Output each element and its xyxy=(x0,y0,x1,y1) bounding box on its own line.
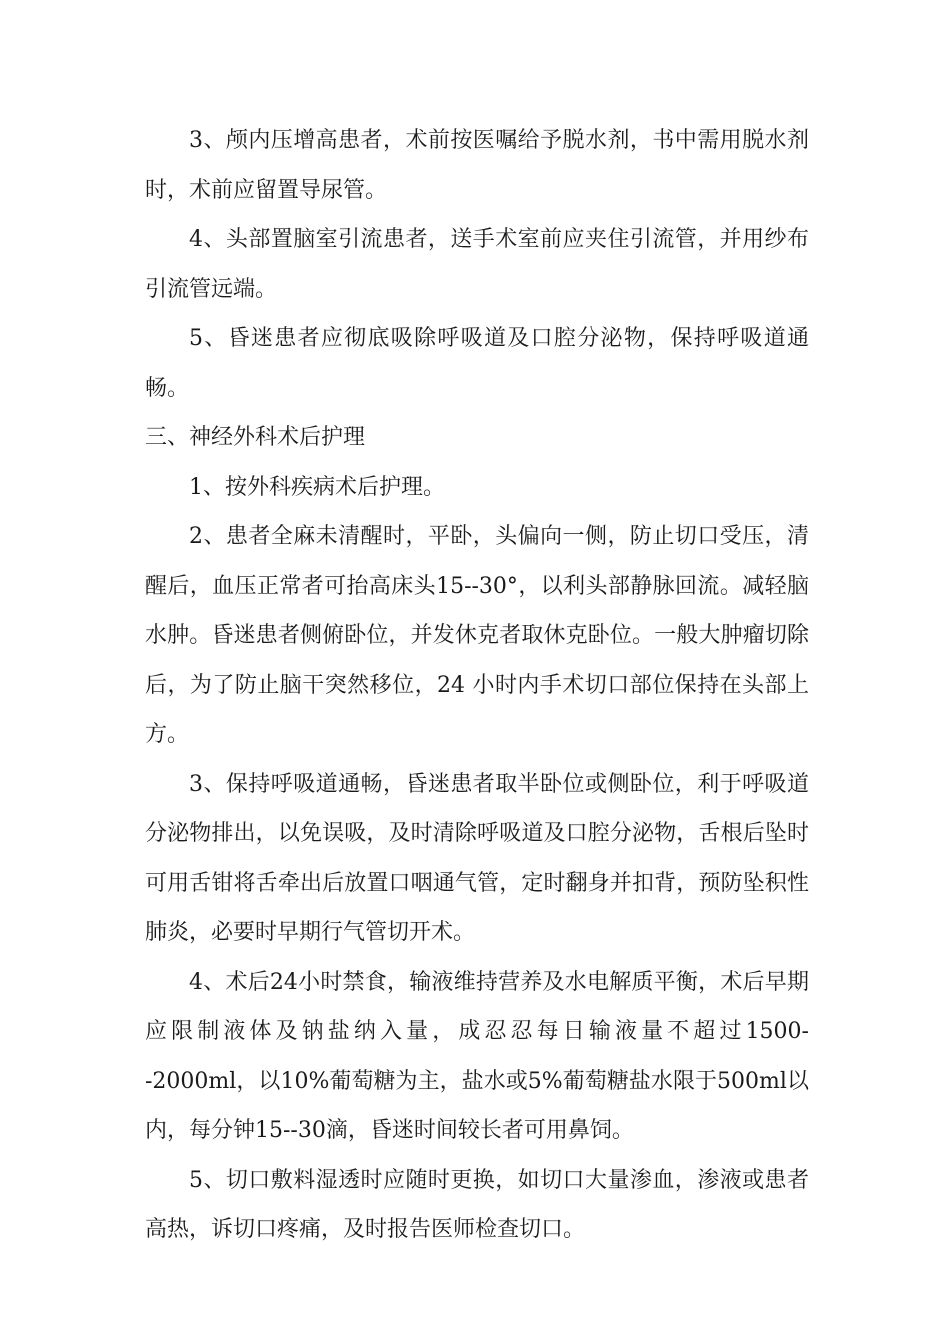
document-body xyxy=(145,116,809,1255)
paragraph-post-op-4: 4、术后24小时禁食，输液维持营养及水电解质平衡，术后早期应限制液体及钠盐纳入量，成忍忍每日输液量不超过1500--2000ml，以10%葡萄糖为主，盐水或5%葡萄糖盐水限于500ml以内，每分钟15--30滴，昏迷时间较长者可用鼻饲。 xyxy=(145,969,809,1143)
paragraph-post-op-5: 5、切口敷料湿透时应随时更换，如切口大量渗血，渗液或患者高热，诉切口疼痛，及时报告医师检查切口。 xyxy=(145,1167,809,1242)
paragraph-post-op-3: 3、保持呼吸道通畅，昏迷患者取半卧位或侧卧位，利于呼吸道分泌物排出，以免误吸，及时清除呼吸道及口腔分泌物，舌根后坠时可用舌钳将舌牵出后放置口咽通气管，定时翻身并扣背，预防坠积性肺炎，必要时早期行气管切开术。 xyxy=(145,771,809,945)
paragraph-pre-op-3: 3、颅内压增高患者，术前按医嘱给予脱水剂，书中需用脱水剂时，术前应留置导尿管。 xyxy=(145,128,809,203)
paragraph-pre-op-5: 5、昏迷患者应彻底吸除呼吸道及口腔分泌物，保持呼吸道通畅。 xyxy=(145,326,809,401)
paragraph-post-op-2: 2、患者全麻未清醒时，平卧，头偏向一侧，防止切口受压，清醒后，血压正常者可抬高床头15--30°，以利头部静脉回流。减轻脑水肿。昏迷患者侧俯卧位，并发休克者取休克卧位。一般大肿瘤切除后，为了防止脑干突然移位，24 小时内手术切口部位保持在头部上方。 xyxy=(145,524,809,747)
section-heading-post-op: 三、神经外科术后护理 xyxy=(145,425,366,450)
paragraph-pre-op-4: 4、头部置脑室引流患者，送手术室前应夹住引流管，并用纱布引流管远端。 xyxy=(145,227,809,302)
paragraph-post-op-1: 1、按外科疾病术后护理。 xyxy=(189,474,445,500)
